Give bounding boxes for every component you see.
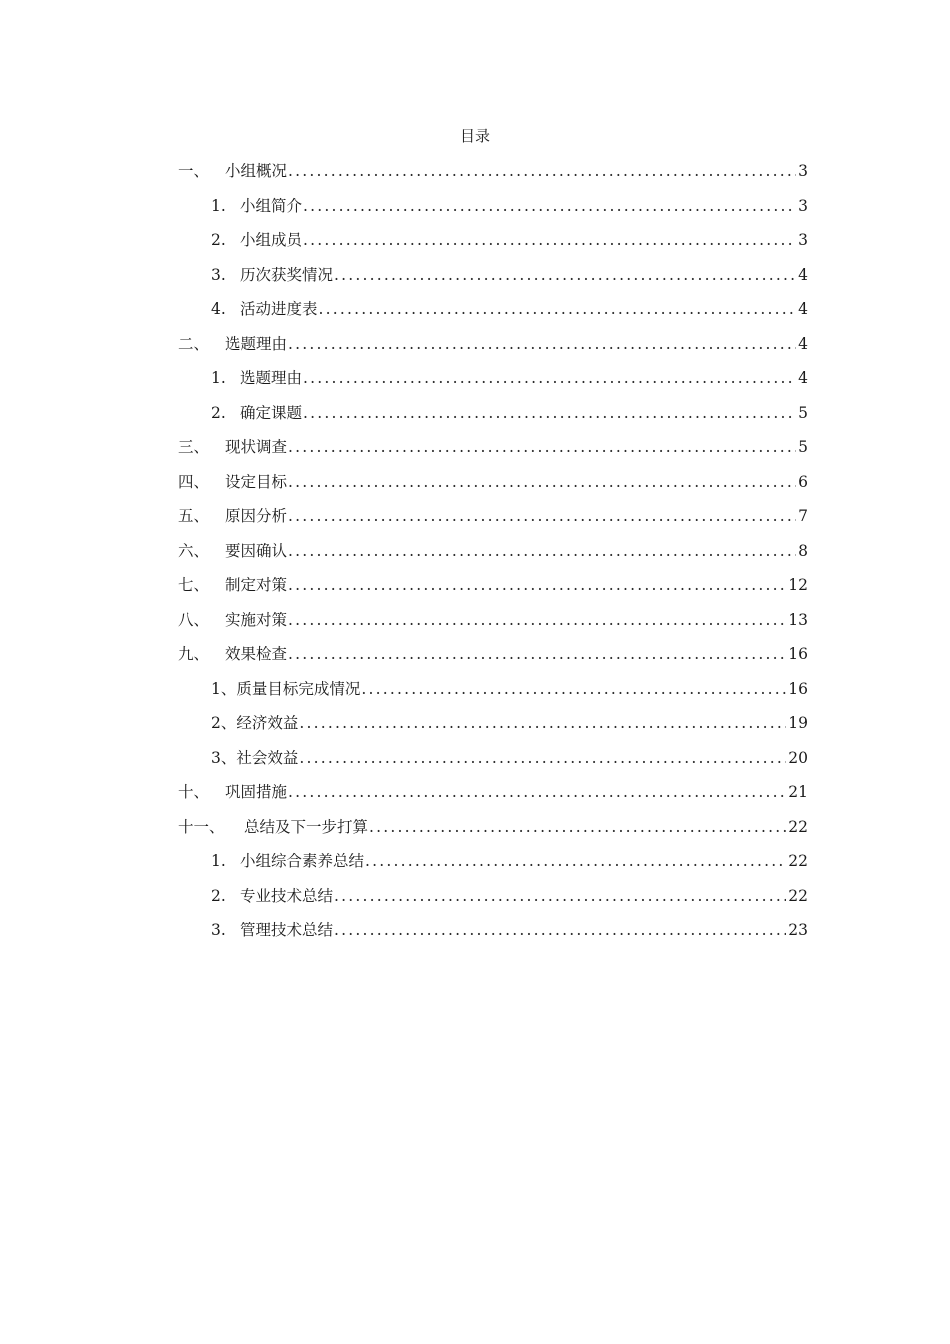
toc-dot-leader <box>288 639 786 669</box>
toc-entry-number: 二、 <box>178 334 210 353</box>
toc-entry-label: 现状调查 <box>225 438 288 456</box>
toc-dot-leader <box>334 260 796 290</box>
toc-entry-label: 小组综合素养总结 <box>240 852 365 870</box>
toc-entry-label: 管理技术总结 <box>240 921 334 939</box>
toc-dot-leader <box>288 605 786 635</box>
toc-entry-number: 1. <box>211 196 226 215</box>
toc-entry-label: 历次获奖情况 <box>240 265 334 284</box>
table-of-contents <box>178 156 808 950</box>
toc-entry-page-number: 23 <box>788 921 808 939</box>
toc-dot-leader <box>299 743 786 773</box>
toc-entry-number: 1. <box>211 369 226 387</box>
toc-dot-leader <box>365 846 786 876</box>
toc-entry-label: 经济效益 <box>236 714 299 732</box>
toc-entry-number: 3. <box>211 921 226 939</box>
toc-entry[interactable] <box>178 191 808 226</box>
toc-dot-leader <box>303 225 796 255</box>
toc-dot-leader <box>319 294 797 324</box>
toc-entry-number: 七、 <box>178 576 210 594</box>
toc-dot-leader <box>288 570 786 600</box>
toc-entry-page-number: 3 <box>798 231 808 249</box>
toc-dot-leader <box>288 467 796 497</box>
toc-entry-label: 选题理由 <box>225 334 288 353</box>
toc-entry[interactable] <box>178 156 808 191</box>
toc-entry[interactable] <box>178 881 808 916</box>
toc-entry[interactable] <box>178 777 808 812</box>
toc-entry-label: 小组概况 <box>225 162 288 180</box>
toc-entry-label: 小组成员 <box>240 231 303 249</box>
toc-entry[interactable] <box>178 260 808 295</box>
toc-entry[interactable] <box>178 329 808 364</box>
toc-entry-number: 3、 <box>211 748 237 767</box>
toc-entry-label: 实施对策 <box>225 610 288 629</box>
toc-entry-page-number: 22 <box>788 817 808 836</box>
toc-entry-page-number: 22 <box>788 886 808 905</box>
toc-entry[interactable] <box>178 605 808 640</box>
toc-entry-page-number: 12 <box>788 576 808 594</box>
toc-entry-number: 3. <box>211 265 226 284</box>
toc-entry-number: 十一、 <box>178 817 225 836</box>
toc-entry-label: 活动进度表 <box>240 300 318 318</box>
toc-dot-leader <box>361 674 786 704</box>
toc-entry-page-number: 4 <box>798 369 808 387</box>
toc-entry-number: 八、 <box>178 610 210 629</box>
toc-entry-label: 巩固措施 <box>225 783 288 801</box>
toc-title: 目录 <box>459 127 490 145</box>
toc-entry-page-number: 22 <box>788 852 808 870</box>
toc-entry-label: 选题理由 <box>240 369 303 387</box>
toc-entry-page-number: 8 <box>798 541 808 560</box>
toc-entry-page-number: 21 <box>788 783 808 801</box>
toc-entry-label: 制定对策 <box>225 576 288 594</box>
toc-dot-leader <box>288 777 786 807</box>
toc-entry-label: 要因确认 <box>225 541 288 560</box>
toc-dot-leader <box>299 708 786 738</box>
toc-entry[interactable] <box>178 812 808 847</box>
toc-entry-page-number: 6 <box>798 472 808 491</box>
toc-entry-number: 十、 <box>178 783 210 801</box>
toc-entry-page-number: 4 <box>798 334 808 353</box>
toc-entry-number: 2. <box>211 886 226 905</box>
toc-entry-label: 专业技术总结 <box>240 886 334 905</box>
toc-entry-label: 质量目标完成情况 <box>236 679 361 698</box>
toc-entry-page-number: 16 <box>788 645 808 663</box>
toc-entry-page-number: 16 <box>788 679 808 698</box>
toc-entry[interactable] <box>178 294 808 329</box>
toc-entry-page-number: 4 <box>798 265 808 284</box>
toc-dot-leader <box>369 812 786 842</box>
toc-dot-leader <box>288 432 796 462</box>
toc-entry-number: 六、 <box>178 541 210 560</box>
toc-dot-leader <box>334 915 786 945</box>
toc-entry-number: 三、 <box>178 438 210 456</box>
toc-dot-leader <box>303 191 796 221</box>
toc-entry-number: 1、 <box>211 679 237 698</box>
toc-entry-page-number: 20 <box>788 748 808 767</box>
toc-entry[interactable] <box>178 674 808 709</box>
toc-entry-label: 小组简介 <box>240 196 303 215</box>
toc-entry-number: 九、 <box>178 645 210 663</box>
toc-entry[interactable] <box>178 846 808 881</box>
toc-entry-page-number: 7 <box>798 507 808 525</box>
toc-entry[interactable] <box>178 536 808 571</box>
toc-entry[interactable] <box>178 708 808 743</box>
toc-entry-page-number: 19 <box>788 714 808 732</box>
toc-entry-label: 总结及下一步打算 <box>244 817 369 836</box>
toc-entry-page-number: 5 <box>798 403 808 422</box>
toc-entry-number: 2. <box>211 231 226 249</box>
toc-entry-number: 2. <box>211 403 226 422</box>
toc-entry-number: 1. <box>211 852 226 870</box>
toc-entry-label: 社会效益 <box>236 748 299 767</box>
toc-dot-leader <box>288 501 796 531</box>
toc-dot-leader <box>334 881 786 911</box>
toc-dot-leader <box>303 398 796 428</box>
toc-dot-leader <box>288 156 796 186</box>
toc-entry-label: 设定目标 <box>225 472 288 491</box>
toc-entry-label: 确定课题 <box>240 403 303 422</box>
toc-entry[interactable] <box>178 432 808 467</box>
toc-entry-number: 四、 <box>178 472 210 491</box>
toc-entry-number: 2、 <box>211 714 237 732</box>
toc-entry[interactable] <box>178 639 808 674</box>
toc-entry-page-number: 5 <box>798 438 808 456</box>
toc-entry[interactable] <box>178 915 808 950</box>
toc-dot-leader <box>288 536 796 566</box>
toc-entry[interactable] <box>178 501 808 536</box>
toc-entry-label: 效果检查 <box>225 645 288 663</box>
toc-entry[interactable] <box>178 743 808 778</box>
toc-entry-page-number: 4 <box>798 300 808 318</box>
toc-entry[interactable] <box>178 398 808 433</box>
toc-dot-leader <box>303 363 796 393</box>
toc-entry-page-number: 3 <box>798 196 808 215</box>
toc-entry[interactable] <box>178 225 808 260</box>
toc-entry[interactable] <box>178 467 808 502</box>
toc-entry-page-number: 3 <box>798 162 808 180</box>
toc-entry-number: 一、 <box>178 162 210 180</box>
toc-entry-page-number: 13 <box>788 610 808 629</box>
toc-dot-leader <box>288 329 796 359</box>
toc-entry[interactable] <box>178 570 808 605</box>
toc-entry-number: 五、 <box>178 507 210 525</box>
toc-entry-number: 4. <box>211 300 226 318</box>
toc-entry[interactable] <box>178 363 808 398</box>
toc-entry-label: 原因分析 <box>225 507 288 525</box>
